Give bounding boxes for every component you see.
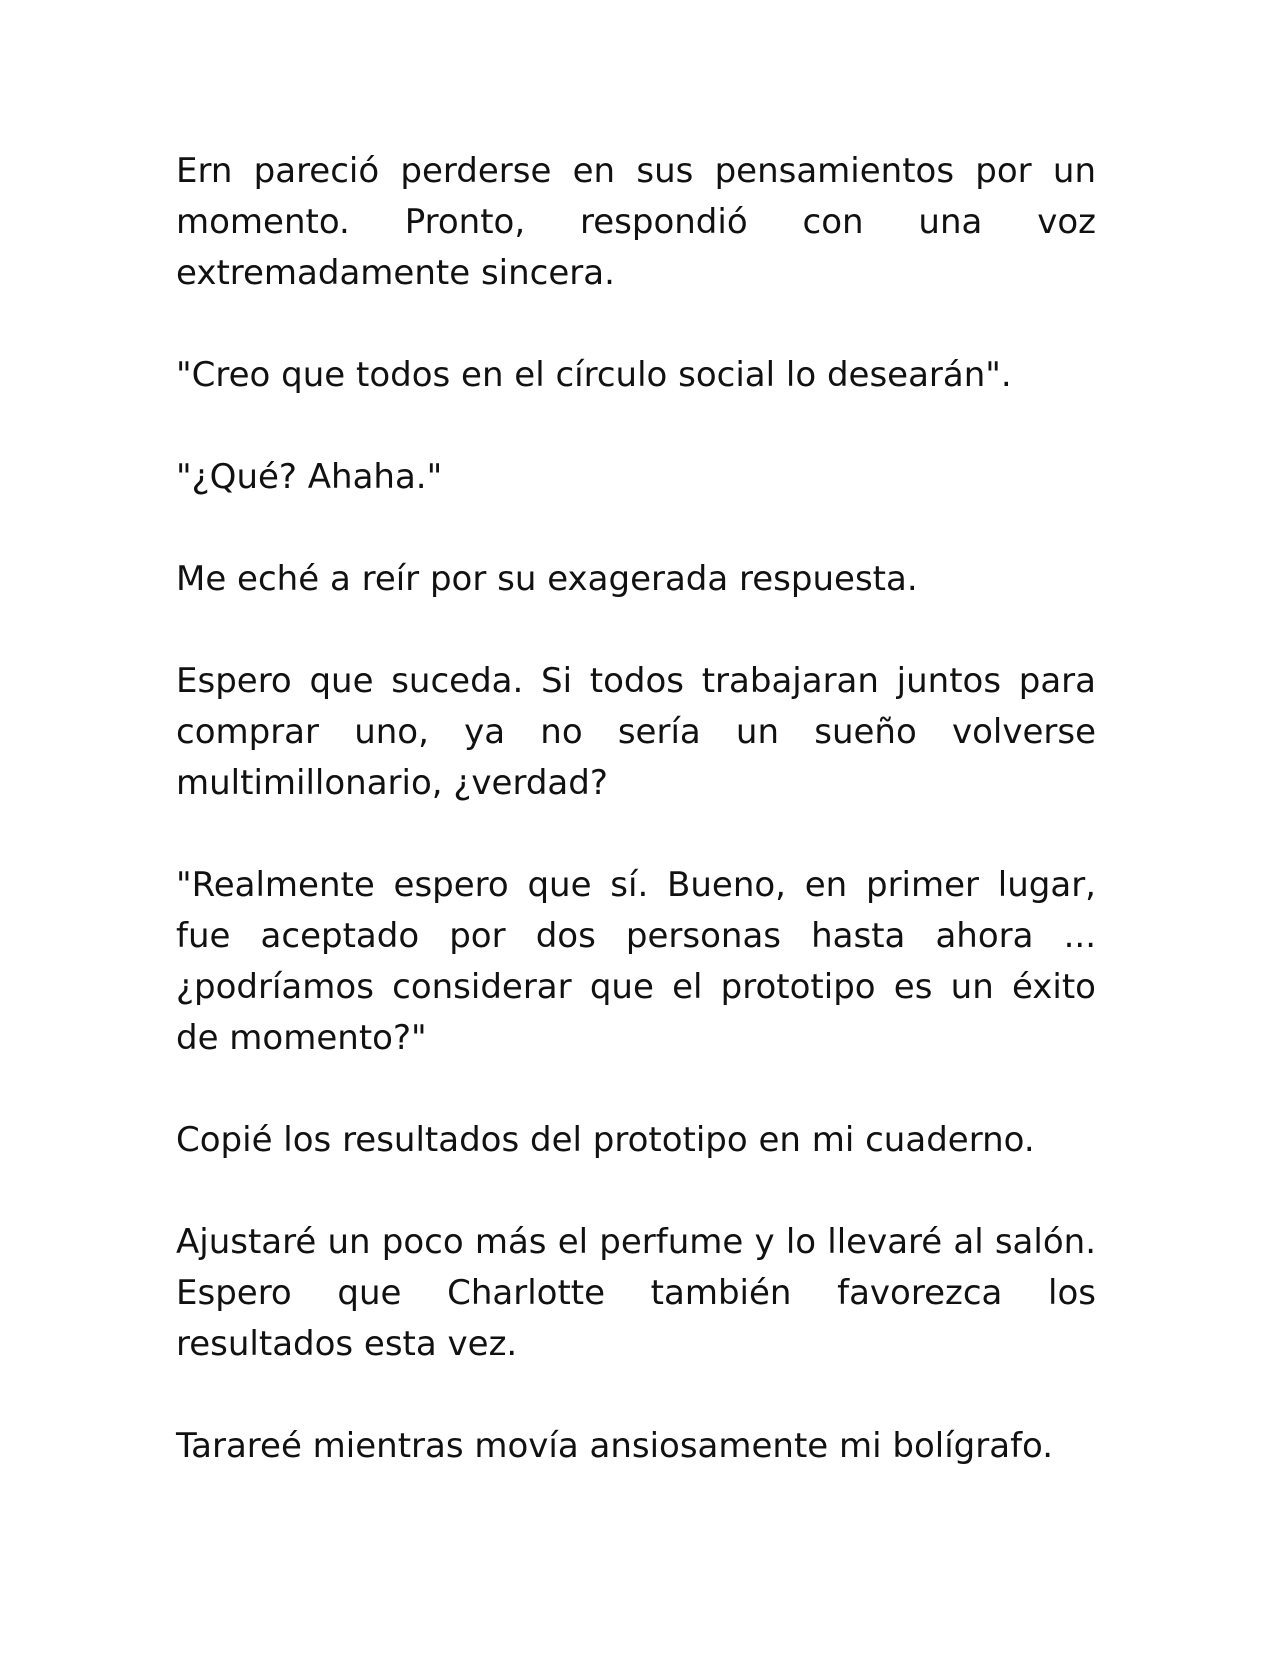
paragraph: Tarareé mientras movía ansiosamente mi bolígrafo. bbox=[176, 1426, 1054, 1466]
paragraph: Espero que suceda. Si todos trabajaran juntos para comprar uno, ya no sería un sueño volverse multimillonario, ¿verdad? bbox=[176, 661, 1096, 803]
paragraph: Ajustaré un poco más el perfume y lo llevaré al salón. Espero que Charlotte también favorezca los resultados esta vez. bbox=[176, 1222, 1096, 1364]
paragraph: "¿Qué? Ahaha." bbox=[176, 457, 443, 497]
paragraph: "Realmente espero que sí. Bueno, en primer lugar, fue aceptado por dos personas hasta ahora ... ¿podríamos considerar que el prototipo es un éxito de momento?" bbox=[176, 865, 1096, 1058]
paragraph: Ern pareció perderse en sus pensamientos por un momento. Pronto, respondió con una voz extremadamente sincera. bbox=[176, 151, 1096, 293]
document-page bbox=[176, 146, 1096, 1472]
paragraph: Me eché a reír por su exagerada respuesta. bbox=[176, 559, 918, 599]
paragraph: "Creo que todos en el círculo social lo desearán". bbox=[176, 355, 1012, 395]
paragraph: Copié los resultados del prototipo en mi cuaderno. bbox=[176, 1120, 1035, 1160]
